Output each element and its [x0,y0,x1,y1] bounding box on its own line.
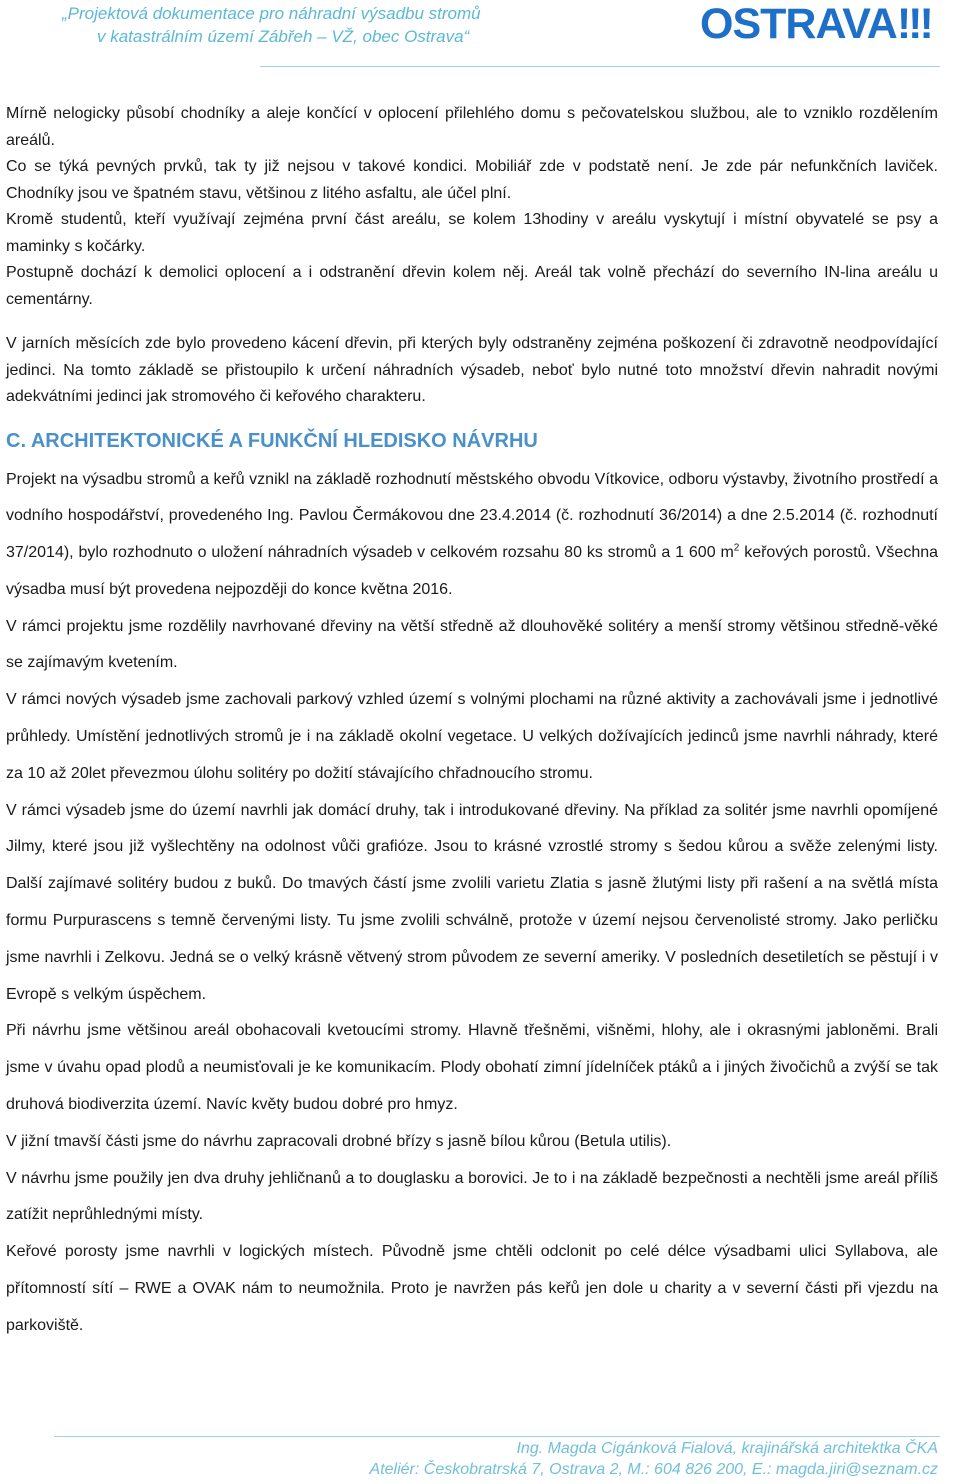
superscript: 2 [733,542,740,554]
footer-divider [54,1436,940,1437]
logo-exclamations: !!! [896,0,931,48]
paragraph: Co se týká pevných prvků, tak ty již nejsou v takové kondici. Mobiliář zde v podstatě není. Je zde pár nefunkčních laviček. Chodníky jsou ve špatném stavu, většinou z litého asfaltu, ale účel plní. [6,158,938,202]
header-divider [260,66,940,67]
paragraph: V rámci výsadeb jsme do území navrhli jak domácí druhy, tak i introdukované dřeviny. Na příklad za solitér jsme navrhli opomíjené Jilmy, které jsou již vyšlechtěny na odolnost vůči grafióze. Jsou to krásné vzrostlé stromy s šedou kůrou a svěže zelenými listy. Další zajímavé solitéry budou z buků. Do tmavých částí jsme zvolili varietu Zlatia s jasně žlutými listy při rašení a na světlá místa formu Purpurascens s temně červenými listy. Tu jsme zvolili schválně, protože v území nejsou červenolisté stromy. Jako perličku jsme navrhli i Zelkovu. Jedná se o velký krásně větvený strom původem ze severní ameriky. V posledních desetiletích se pěstují i v Evropě s velkým úspěchem. [6,801,938,1003]
logo-text: OSTRAVA [700,0,897,48]
design-section [6,462,938,1345]
section-heading: C. ARCHITEKTONICKÉ A FUNKČNÍ HLEDISKO NÁVRHU [6,429,538,452]
paragraph: V rámci projektu jsme rozdělily navrhované dřeviny na větší středně až dlouhověké solitéry a menší stromy většinou středně-věké se zajímavým kvetením. [6,617,938,672]
paragraph: Mírně nelogicky působí chodníky a aleje končící v oplocení přilehlého domu s pečovatelskou službou, ale to vzniklo rozdělením areálů. [6,105,938,149]
project-text-end: keřových porostů. Všechna výsadba musí být provedena nejpozději do konce května 2016. [6,544,939,598]
paragraph: V jarních měsících zde bylo provedeno kácení dřevin, při kterých byly odstraněny zejména poškození či zdravotně neodpovídající jedinci. Na tomto základě se přistoupilo k určení náhradních výsadeb, neboť bylo nutné toto množství dřevin nahradit novými adekvátními jedinci jak stromového či keřového charakteru. [6,335,938,405]
paragraph [6,462,938,609]
document-body [6,101,938,1345]
spacer [6,313,938,331]
ostrava-logo [700,0,931,49]
paragraph: Keřové porosty jsme navrhli v logických místech. Původně jsme chtěli odclonit po celé délce výsadbami ulici Syllabova, ale přítomností sítí – RWE a OVAK nám to neumožnila. Proto je navržen pás keřů jen dole u charity a v severní části při vjezdu na parkoviště. [6,1243,938,1334]
footer-contact: Ateliér: Českobratrská 7, Ostrava 2, M.: 604 826 200, E.: magda.jiri@seznam.cz [369,1461,938,1478]
header-title-line1: „Projektová dokumentace pro náhradní výsadbu stromů [62,4,481,23]
paragraph: V rámci nových výsadeb jsme zachovali parkový vzhled území s volnými plochami na různé aktivity a zachovávali jsme i jednotlivé průhledy. Umístění jednotlivých stromů je i na základě okolní vegetace. U velkých dožívajících jedinců jsme navrhli náhrady, které za 10 až 20let převezmou úlohu solitéry po dožití stávajícího chřadnoucího stromu. [6,691,938,782]
paragraph: Kromě studentů, kteří využívají zejména první část areálu, se kolem 13hodiny v areálu vyskytují i místní obyvatelé se psy a maminky s kočárky. [6,211,938,255]
header-title-line2: v katastrálním území Zábřeh – VŽ, obec Ostrava“ [97,27,470,46]
paragraph: V jižní tmavší části jsme do návrhu zapracovali drobné břízy s jasně bílou kůrou (Betula utilis). [6,1132,672,1150]
project-text: Projekt na výsadbu stromů a keřů vznikl na základě rozhodnutí městského obvodu Vítkovice, odboru výstavby, životního prostředí a vodního hospodářství, provedeného Ing. Pavlou Čermákovou dne 23.4.2014 (č. rozhodnutí 36/2014) a dne 2.5.2014 (č. rozhodnutí 37/2014), bylo rozhodnuto o uložení náhradních výsadeb v celkovém rozsahu 80 ks stromů a 1 600 m [6,470,938,562]
paragraph: Postupně dochází k demolici oplocení a i odstranění dřevin kolem něj. Areál tak volně přechází do severního IN-lina areálu u cementárny. [6,264,938,308]
footer-author: Ing. Magda Cigánková Fialová, krajinářská architektka ČKA [516,1440,938,1457]
intro-section [6,101,938,313]
paragraph: V návrhu jsme použily jen dva druhy jehličnanů a to douglasku a borovici. Je to i na základě bezpečnosti a nechtěli jsme areál příliš zatížit neprůhlednými místy. [6,1169,938,1224]
paragraph: Při návrhu jsme většinou areál obohacovali kvetoucími stromy. Hlavně třešněmi, višněmi, hlohy, ale i okrasnými jabloněmi. Brali jsme v úvahu opad plodů a neumisťovali je ke komunikacím. Plody obohatí zimní jídelníček ptáků a i jiných živočichů a zvýší se tak druhová biodiverzita území. Navíc květy budou dobré pro hmyz. [6,1022,938,1114]
